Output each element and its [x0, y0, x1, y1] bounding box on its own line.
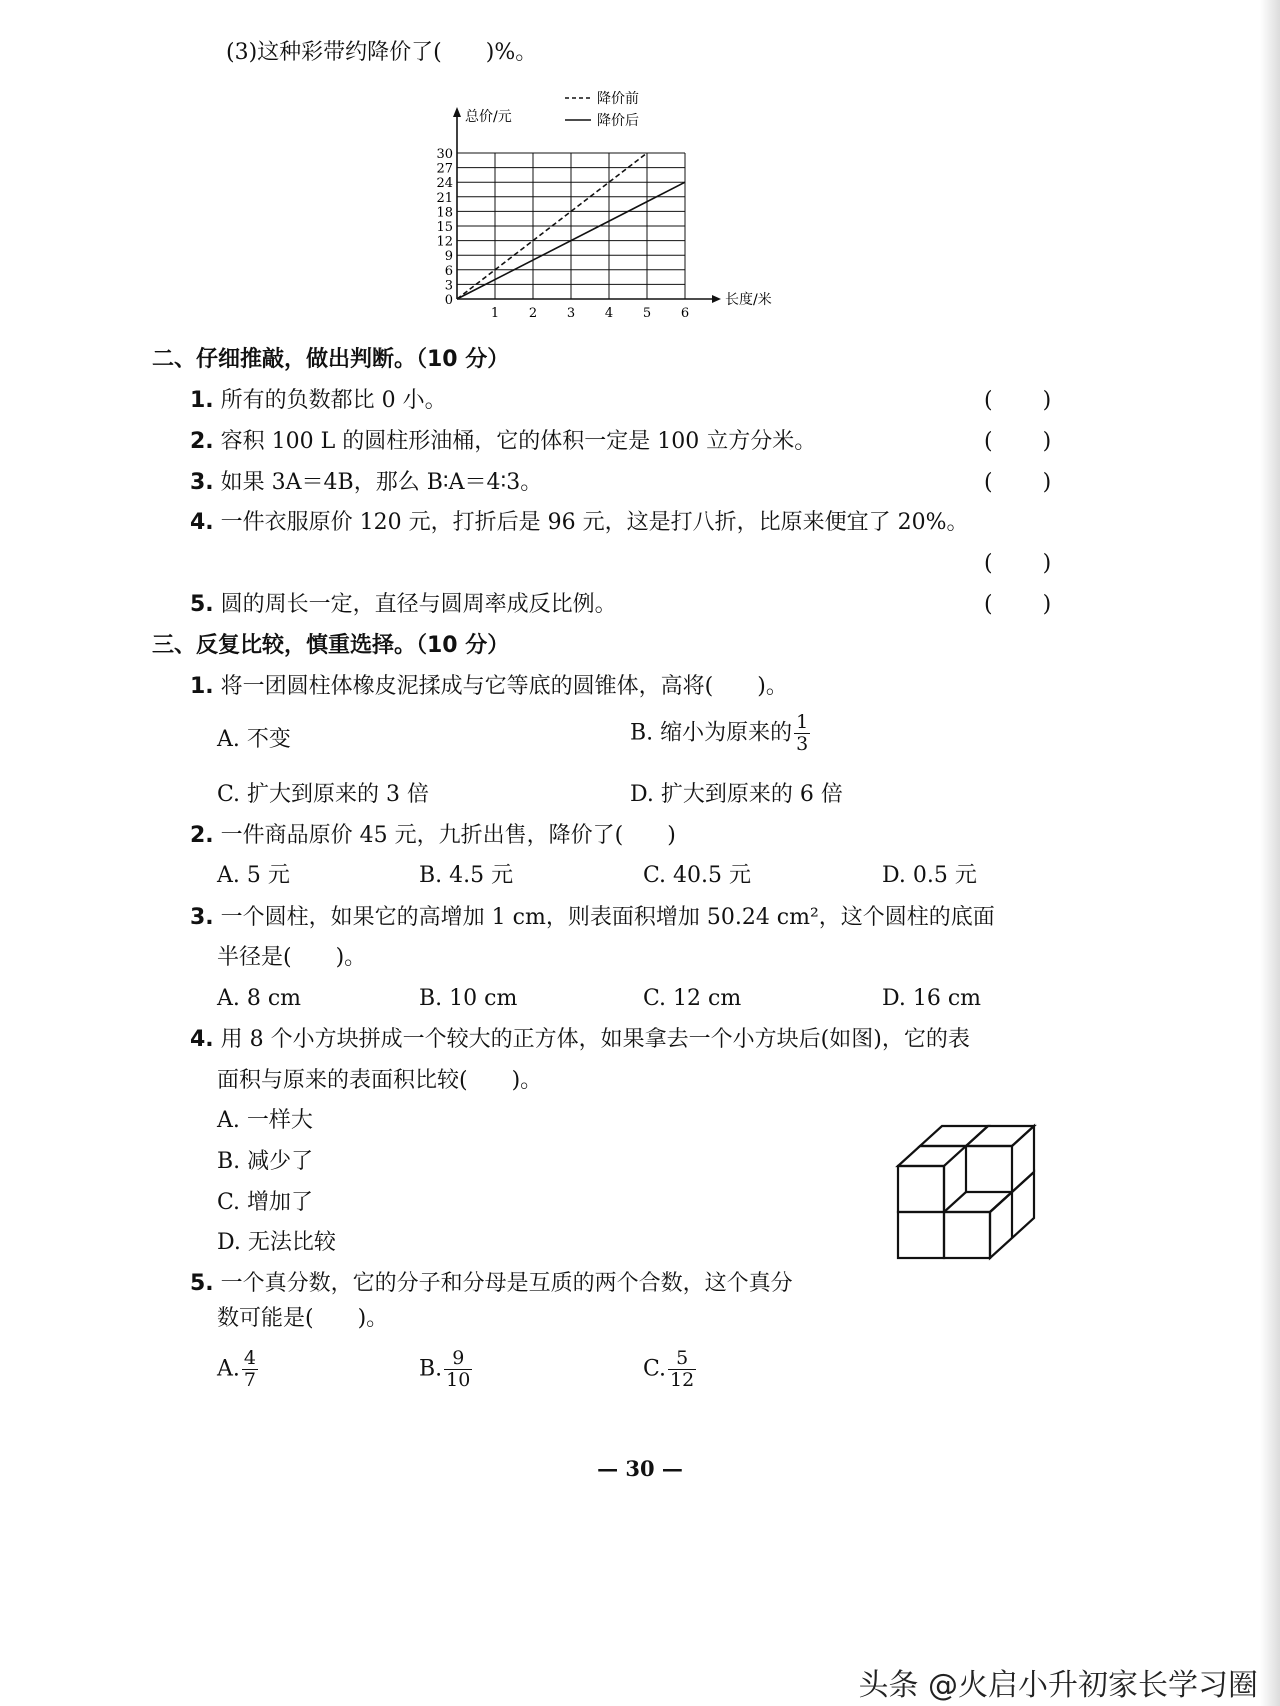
judge-item-1: [190, 386, 447, 416]
answer-blank-4[interactable]: ( ): [984, 551, 1054, 576]
q5-option-b[interactable]: [419, 1348, 472, 1391]
item-number: 2.: [190, 823, 214, 848]
denominator: 7: [243, 1369, 256, 1391]
legend-label: 降价前: [597, 91, 639, 107]
q4-option-d[interactable]: D. 无法比较: [217, 1230, 336, 1255]
choice-question-4: [190, 1025, 970, 1055]
item-number: 2.: [190, 429, 214, 454]
item-number: 5.: [190, 1271, 214, 1296]
question-text: 一个真分数，它的分子和分母是互质的两个合数，这个真分: [220, 1271, 793, 1296]
y-tick-label: 6: [444, 263, 453, 279]
q5-option-a[interactable]: [217, 1348, 258, 1391]
cube-front-upper-left: [898, 1166, 944, 1212]
x-tick-label: 5: [642, 306, 652, 321]
watermark: 头条 @火启小升初家长学习圈: [858, 1668, 1258, 1703]
q2-option-d[interactable]: D. 0.5 元: [882, 863, 977, 888]
question-3-continuation: 半径是( )。: [217, 945, 367, 970]
item-number: 5.: [190, 592, 214, 617]
y-tick-label: 3: [444, 278, 453, 294]
x-tick-label: 1: [490, 306, 500, 321]
x-axis-arrow: [712, 295, 721, 303]
y-tick-label: 30: [436, 147, 453, 162]
choice-question-1: [190, 672, 788, 702]
numerator: 5: [668, 1348, 696, 1370]
option-label: B.: [419, 1356, 443, 1382]
x-tick-label: 2: [528, 306, 538, 321]
item-number: 3.: [190, 470, 214, 495]
item-number: 3.: [190, 905, 214, 930]
option-text: B. 缩小为原来的: [630, 720, 793, 746]
question-text: 一件商品原价 45 元，九折出售，降价了( ): [220, 823, 676, 848]
intro-question: (3)这种彩带约降价了( )%。: [226, 40, 538, 65]
q2-option-c[interactable]: C. 40.5 元: [643, 863, 752, 888]
judge-item-5: [190, 590, 617, 620]
page-edge-shadow: [1260, 0, 1280, 1706]
item-text: 圆的周长一定，直径与圆周率成反比例。: [220, 592, 617, 617]
x-tick-label: 4: [604, 306, 614, 321]
y-tick-label: 24: [436, 176, 453, 192]
question-4-continuation: 面积与原来的表面积比较( )。: [217, 1068, 543, 1093]
q3-option-d[interactable]: D. 16 cm: [882, 986, 982, 1011]
numerator: 9: [444, 1348, 472, 1370]
answer-blank-2[interactable]: ( ): [984, 429, 1054, 454]
y-tick-label: 18: [436, 205, 453, 221]
question-text: 一个圆柱，如果它的高增加 1 cm，则表面积增加 50.24 cm²，这个圆柱的底面: [220, 905, 995, 930]
item-text: 容积 100 L 的圆柱形油桶，它的体积一定是 100 立方分米。: [220, 429, 817, 454]
judge-item-3: [190, 468, 542, 498]
choice-question-5: [190, 1269, 793, 1299]
y-tick-label: 12: [436, 234, 453, 250]
y-axis-arrow: [453, 107, 461, 117]
choice-question-2: [190, 821, 676, 851]
q4-option-c[interactable]: C. 增加了: [217, 1190, 314, 1215]
q2-option-b[interactable]: B. 4.5 元: [419, 863, 514, 888]
question-text: 用 8 个小方块拼成一个较大的正方体，如果拿去一个小方块后(如图)，它的表: [220, 1027, 970, 1052]
fraction: [794, 712, 810, 755]
cube-front-lower-right: [944, 1212, 990, 1258]
numerator: 4: [243, 1347, 256, 1369]
answer-blank-1[interactable]: ( ): [984, 388, 1054, 413]
denominator: 10: [446, 1369, 471, 1391]
judge-item-2: [190, 427, 816, 457]
x-tick-label: 3: [566, 306, 576, 321]
notch-edge-inner: [944, 1192, 966, 1212]
answer-blank-5[interactable]: ( ): [984, 592, 1054, 617]
denominator: 3: [796, 733, 809, 755]
item-text: 一件衣服原价 120 元，打折后是 96 元，这是打八折，比原来便宜了 20%。: [220, 510, 969, 535]
denominator: 12: [670, 1369, 695, 1391]
option-label: C.: [643, 1356, 667, 1382]
y-axis-label: 总价/元: [465, 109, 512, 125]
legend-label: 降价后: [597, 113, 639, 129]
cube-front-lower-left: [898, 1212, 944, 1258]
q1-option-d[interactable]: D. 扩大到原来的 6 倍: [630, 782, 843, 807]
q1-option-a[interactable]: A. 不变: [217, 727, 291, 752]
answer-blank-3[interactable]: ( ): [984, 470, 1054, 495]
section2-title: 二、仔细推敲，做出判断。（10 分）: [152, 347, 510, 372]
page-number: — 30 —: [597, 1456, 683, 1481]
question-text: 将一团圆柱体橡皮泥揉成与它等底的圆锥体，高将( )。: [220, 674, 788, 699]
numerator: 1: [796, 711, 809, 733]
q1-option-c[interactable]: C. 扩大到原来的 3 倍: [217, 782, 430, 807]
price-line-chart: [415, 90, 795, 330]
item-text: 所有的负数都比 0 小。: [220, 388, 447, 413]
q4-option-b[interactable]: B. 减少了: [217, 1149, 314, 1174]
item-number: 1.: [190, 674, 214, 699]
x-axis-label: 长度/米: [725, 292, 772, 308]
item-text: 如果 3A＝4B，那么 B∶A＝4∶3。: [220, 470, 543, 495]
y-tick-label: 9: [444, 249, 453, 265]
cube-figure: [890, 1120, 1050, 1270]
item-number: 4.: [190, 510, 214, 535]
x-tick-label: 6: [680, 306, 690, 321]
cube-top-face-left: [898, 1146, 966, 1166]
choice-question-3: [190, 903, 995, 933]
fraction: [242, 1348, 258, 1391]
q2-option-a[interactable]: A. 5 元: [217, 863, 290, 888]
item-number: 4.: [190, 1027, 214, 1052]
y-tick-label: 15: [436, 220, 453, 235]
q1-option-b[interactable]: [630, 712, 810, 755]
judge-item-4: [190, 508, 969, 538]
fraction: [444, 1348, 472, 1391]
q4-option-a[interactable]: A. 一样大: [217, 1108, 313, 1133]
fraction: [668, 1348, 696, 1391]
section3-title: 三、反复比较，慎重选择。（10 分）: [152, 633, 510, 658]
q5-option-c[interactable]: [643, 1348, 696, 1391]
y-tick-label: 21: [436, 190, 453, 206]
q3-option-a[interactable]: A. 8 cm: [217, 986, 302, 1011]
y-tick-label: 0: [444, 293, 453, 308]
item-number: 1.: [190, 388, 214, 413]
question-5-continuation: 数可能是( )。: [217, 1306, 389, 1331]
q3-option-b[interactable]: B. 10 cm: [419, 986, 518, 1011]
option-label: A.: [217, 1356, 240, 1382]
q3-option-c[interactable]: C. 12 cm: [643, 986, 742, 1011]
cube-right-side-upper: [1012, 1126, 1034, 1172]
y-tick-label: 27: [436, 161, 453, 177]
